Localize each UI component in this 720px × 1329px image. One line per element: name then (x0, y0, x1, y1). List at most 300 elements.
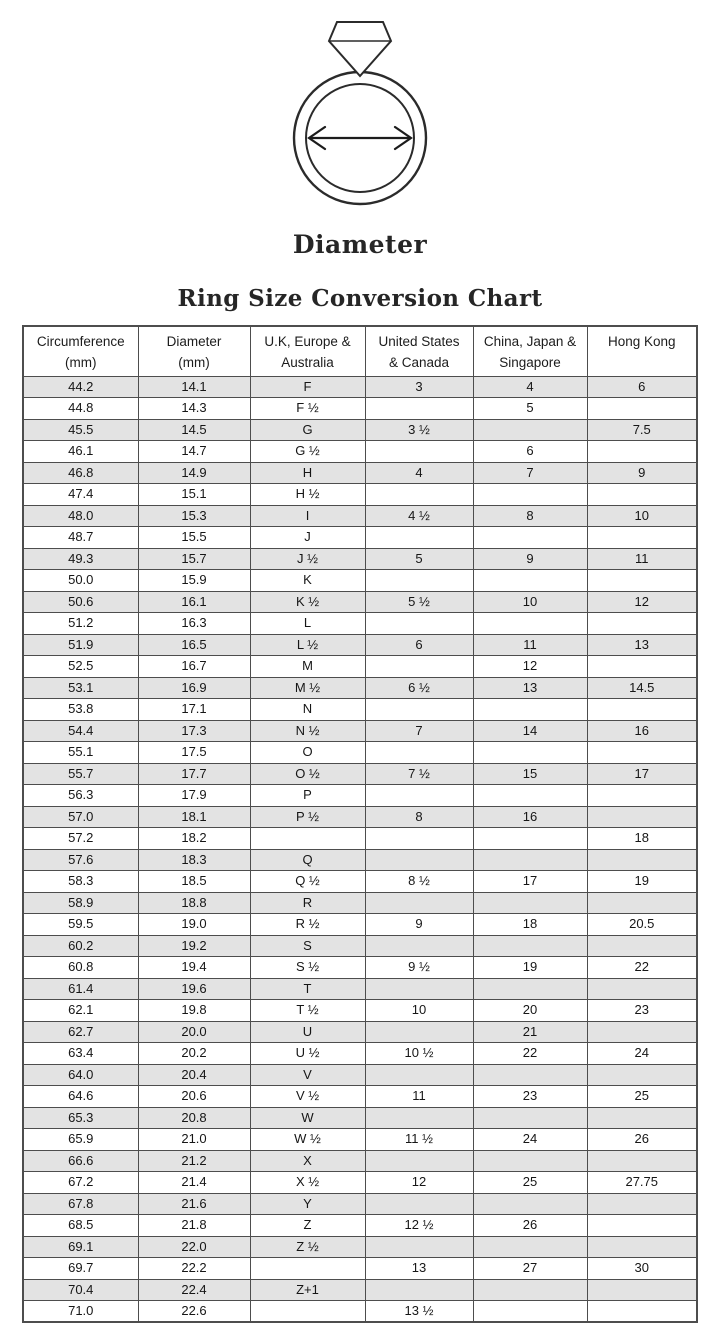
table-cell: U (250, 1021, 365, 1043)
table-cell: N (250, 699, 365, 721)
table-cell (250, 1301, 365, 1323)
table-cell (587, 978, 697, 1000)
table-cell: G ½ (250, 441, 365, 463)
table-cell: 20.2 (138, 1043, 250, 1065)
table-cell: 47.4 (23, 484, 138, 506)
table-cell (587, 1150, 697, 1172)
table-cell (473, 699, 587, 721)
table-row (23, 591, 697, 613)
table-cell: X (250, 1150, 365, 1172)
table-cell: 19 (473, 957, 587, 979)
diameter-label: Diameter (292, 230, 428, 259)
table-cell: H ½ (250, 484, 365, 506)
table-cell (473, 892, 587, 914)
table-cell (587, 742, 697, 764)
table-row (23, 527, 697, 549)
table-cell: T ½ (250, 1000, 365, 1022)
table-cell (587, 613, 697, 635)
table-header (23, 326, 697, 376)
table-cell: 16 (587, 720, 697, 742)
table-cell: 7 (365, 720, 473, 742)
table-cell: 52.5 (23, 656, 138, 678)
table-cell: 26 (473, 1215, 587, 1237)
table-row (23, 1021, 697, 1043)
table-row (23, 1086, 697, 1108)
table-cell (365, 1150, 473, 1172)
table-cell (473, 1150, 587, 1172)
table-cell: 16.5 (138, 634, 250, 656)
table-cell: 15.7 (138, 548, 250, 570)
table-cell: 55.1 (23, 742, 138, 764)
table-cell: 21.8 (138, 1215, 250, 1237)
table-cell (250, 1258, 365, 1280)
table-cell: 19.2 (138, 935, 250, 957)
table-row (23, 613, 697, 635)
table-cell (473, 419, 587, 441)
table-row (23, 462, 697, 484)
table-cell (473, 978, 587, 1000)
table-cell: 14.9 (138, 462, 250, 484)
table-cell (587, 656, 697, 678)
table-cell: 57.2 (23, 828, 138, 850)
table-cell: 10 ½ (365, 1043, 473, 1065)
table-cell: Z+1 (250, 1279, 365, 1301)
table-cell (365, 441, 473, 463)
column-header-uk-europe-australia: U.K, Europe & Australia (250, 326, 365, 376)
table-cell: 18.3 (138, 849, 250, 871)
table-cell: I (250, 505, 365, 527)
table-cell: 18 (587, 828, 697, 850)
table-cell: 48.7 (23, 527, 138, 549)
table-cell: O (250, 742, 365, 764)
table-cell (587, 1301, 697, 1323)
table-cell: K (250, 570, 365, 592)
table-cell: 8 (473, 505, 587, 527)
table-cell: 10 (365, 1000, 473, 1022)
table-row (23, 1150, 697, 1172)
table-cell (587, 570, 697, 592)
table-row (23, 1193, 697, 1215)
table-row (23, 957, 697, 979)
table-row (23, 1236, 697, 1258)
table-cell: 4 (473, 376, 587, 398)
table-cell: 27 (473, 1258, 587, 1280)
table-cell: 14.1 (138, 376, 250, 398)
table-cell: X ½ (250, 1172, 365, 1194)
table-cell: 53.1 (23, 677, 138, 699)
table-row (23, 570, 697, 592)
table-cell: 19.4 (138, 957, 250, 979)
table-cell (365, 613, 473, 635)
table-cell (365, 978, 473, 1000)
table-cell: 16 (473, 806, 587, 828)
table-cell: 59.5 (23, 914, 138, 936)
table-cell: 71.0 (23, 1301, 138, 1323)
table-cell: 17.5 (138, 742, 250, 764)
table-cell: 55.7 (23, 763, 138, 785)
diameter-arrow-icon (309, 127, 411, 149)
table-cell: 65.3 (23, 1107, 138, 1129)
table-cell: 21.6 (138, 1193, 250, 1215)
table-cell: 22 (473, 1043, 587, 1065)
table-cell: 16.7 (138, 656, 250, 678)
table-row (23, 677, 697, 699)
table-cell (587, 1107, 697, 1129)
table-cell (365, 699, 473, 721)
table-cell: 19.8 (138, 1000, 250, 1022)
table-cell: 58.9 (23, 892, 138, 914)
table-cell: H (250, 462, 365, 484)
table-row (23, 398, 697, 420)
table-cell (365, 1021, 473, 1043)
table-cell (587, 699, 697, 721)
table-cell: 18.1 (138, 806, 250, 828)
table-cell: 13 ½ (365, 1301, 473, 1323)
table-cell (587, 1064, 697, 1086)
table-cell: 12 (473, 656, 587, 678)
table-row (23, 1129, 697, 1151)
table-row (23, 1215, 697, 1237)
table-row (23, 828, 697, 850)
table-row (23, 376, 697, 398)
table-cell: 53.8 (23, 699, 138, 721)
table-row (23, 1258, 697, 1280)
table-cell: 25 (473, 1172, 587, 1194)
table-cell (587, 1215, 697, 1237)
column-header-china-japan-singapore: China, Japan & Singapore (473, 326, 587, 376)
table-cell: J (250, 527, 365, 549)
table-cell (365, 398, 473, 420)
table-cell: 24 (473, 1129, 587, 1151)
table-cell (587, 441, 697, 463)
table-cell: 50.0 (23, 570, 138, 592)
table-cell: 16.9 (138, 677, 250, 699)
table-cell: Q ½ (250, 871, 365, 893)
table-body (23, 376, 697, 1322)
table-row (23, 1043, 697, 1065)
table-cell: 17.9 (138, 785, 250, 807)
table-cell (473, 1193, 587, 1215)
table-cell: 69.7 (23, 1258, 138, 1280)
table-row (23, 1000, 697, 1022)
table-cell (365, 849, 473, 871)
table-cell: 63.4 (23, 1043, 138, 1065)
table-cell: 20 (473, 1000, 587, 1022)
table-cell (587, 849, 697, 871)
table-row (23, 1107, 697, 1129)
table-cell: 19.6 (138, 978, 250, 1000)
table-cell: V ½ (250, 1086, 365, 1108)
table-cell: 46.1 (23, 441, 138, 463)
table-cell: 17.1 (138, 699, 250, 721)
table-cell: 13 (473, 677, 587, 699)
table-cell (587, 1021, 697, 1043)
table-cell: 67.8 (23, 1193, 138, 1215)
table-cell: 30 (587, 1258, 697, 1280)
table-cell: 18 (473, 914, 587, 936)
table-cell (365, 656, 473, 678)
table-cell (473, 1064, 587, 1086)
table-cell (473, 570, 587, 592)
table-cell: 6 (365, 634, 473, 656)
table-cell: 62.7 (23, 1021, 138, 1043)
table-cell: 14.5 (138, 419, 250, 441)
table-cell: 5 (365, 548, 473, 570)
table-cell: 68.5 (23, 1215, 138, 1237)
table-cell: 19.0 (138, 914, 250, 936)
table-cell (365, 828, 473, 850)
table-cell (365, 527, 473, 549)
table-cell: P (250, 785, 365, 807)
table-cell: 12 ½ (365, 1215, 473, 1237)
table-cell: Z ½ (250, 1236, 365, 1258)
table-cell: J ½ (250, 548, 365, 570)
table-cell: 22 (587, 957, 697, 979)
table-row (23, 1064, 697, 1086)
table-cell: 22.4 (138, 1279, 250, 1301)
table-cell (365, 1064, 473, 1086)
table-cell: 5 ½ (365, 591, 473, 613)
table-cell: 12 (365, 1172, 473, 1194)
table-cell: 66.6 (23, 1150, 138, 1172)
table-cell: 15.3 (138, 505, 250, 527)
table-cell: 17 (473, 871, 587, 893)
table-cell (473, 1236, 587, 1258)
table-cell: 14.5 (587, 677, 697, 699)
table-cell (365, 892, 473, 914)
table-row (23, 656, 697, 678)
table-cell (473, 828, 587, 850)
table-cell: 64.0 (23, 1064, 138, 1086)
table-cell: 48.0 (23, 505, 138, 527)
table-cell (473, 1279, 587, 1301)
table-cell: 27.75 (587, 1172, 697, 1194)
table-cell: 11 (365, 1086, 473, 1108)
table-row (23, 806, 697, 828)
ring-diameter-diagram (0, 0, 720, 208)
table-cell: 22.2 (138, 1258, 250, 1280)
table-cell (587, 806, 697, 828)
table-cell: 61.4 (23, 978, 138, 1000)
ring-size-conversion-table (22, 325, 698, 1323)
ring-icon (284, 8, 436, 208)
table-cell (587, 1193, 697, 1215)
table-cell: 20.4 (138, 1064, 250, 1086)
table-cell: F (250, 376, 365, 398)
table-cell (365, 1193, 473, 1215)
table-cell: 9 (473, 548, 587, 570)
table-cell (365, 935, 473, 957)
table-cell (587, 1279, 697, 1301)
column-header-diameter: Diameter (mm) (138, 326, 250, 376)
table-cell: W (250, 1107, 365, 1129)
table-cell: O ½ (250, 763, 365, 785)
table-cell: 11 ½ (365, 1129, 473, 1151)
table-cell: R (250, 892, 365, 914)
table-cell: 50.6 (23, 591, 138, 613)
table-cell (473, 527, 587, 549)
table-cell: 51.2 (23, 613, 138, 635)
table-cell (587, 484, 697, 506)
table-cell: 21.2 (138, 1150, 250, 1172)
table-cell: 64.6 (23, 1086, 138, 1108)
table-cell (473, 785, 587, 807)
table-cell: 22.6 (138, 1301, 250, 1323)
table-cell (473, 613, 587, 635)
table-cell: 69.1 (23, 1236, 138, 1258)
table-row (23, 849, 697, 871)
table-cell (587, 398, 697, 420)
table-cell (365, 484, 473, 506)
table-cell (587, 527, 697, 549)
table-cell: 18.5 (138, 871, 250, 893)
table-cell: 17.3 (138, 720, 250, 742)
table-cell: 8 (365, 806, 473, 828)
table-cell (587, 785, 697, 807)
column-header-us-canada: United States & Canada (365, 326, 473, 376)
table-cell: 19 (587, 871, 697, 893)
table-cell: 65.9 (23, 1129, 138, 1151)
table-cell: 21 (473, 1021, 587, 1043)
table-cell: 6 (587, 376, 697, 398)
table-cell: 9 (587, 462, 697, 484)
table-row (23, 914, 697, 936)
table-cell: 20.0 (138, 1021, 250, 1043)
table-cell: 45.5 (23, 419, 138, 441)
table-cell: 26 (587, 1129, 697, 1151)
table-cell (473, 484, 587, 506)
table-row (23, 1301, 697, 1323)
table-row (23, 419, 697, 441)
table-cell: 23 (473, 1086, 587, 1108)
table-cell: 17 (587, 763, 697, 785)
table-cell: 57.6 (23, 849, 138, 871)
table-cell: 54.4 (23, 720, 138, 742)
table-cell: 14 (473, 720, 587, 742)
column-header-circumference: Circumference (mm) (23, 326, 138, 376)
table-row (23, 720, 697, 742)
table-cell: 14.3 (138, 398, 250, 420)
table-cell: 7.5 (587, 419, 697, 441)
table-cell (250, 828, 365, 850)
table-cell: 7 (473, 462, 587, 484)
table-row (23, 742, 697, 764)
table-cell: 13 (365, 1258, 473, 1280)
table-cell: S ½ (250, 957, 365, 979)
table-cell: 14.7 (138, 441, 250, 463)
table-cell: 67.2 (23, 1172, 138, 1194)
table-cell: 9 ½ (365, 957, 473, 979)
table-row (23, 441, 697, 463)
table-row (23, 763, 697, 785)
table-cell: 49.3 (23, 548, 138, 570)
table-cell: 20.5 (587, 914, 697, 936)
table-cell: 12 (587, 591, 697, 613)
table-cell: L ½ (250, 634, 365, 656)
table-row (23, 548, 697, 570)
table-cell (587, 1236, 697, 1258)
table-cell: Z (250, 1215, 365, 1237)
table-cell: 15.1 (138, 484, 250, 506)
table-cell: 22.0 (138, 1236, 250, 1258)
table-cell: Y (250, 1193, 365, 1215)
table-cell: 16.1 (138, 591, 250, 613)
table-row (23, 871, 697, 893)
table-cell: 20.8 (138, 1107, 250, 1129)
table-cell: W ½ (250, 1129, 365, 1151)
table-cell: 15.5 (138, 527, 250, 549)
table-cell: 58.3 (23, 871, 138, 893)
table-cell (365, 742, 473, 764)
table-cell: 6 (473, 441, 587, 463)
table-cell: 4 ½ (365, 505, 473, 527)
table-cell: 60.2 (23, 935, 138, 957)
table-cell: 16.3 (138, 613, 250, 635)
table-cell: 4 (365, 462, 473, 484)
table-row (23, 892, 697, 914)
table-cell: 60.8 (23, 957, 138, 979)
table-cell (473, 935, 587, 957)
table-cell: L (250, 613, 365, 635)
table-cell: 18.8 (138, 892, 250, 914)
table-row (23, 785, 697, 807)
table-cell: 56.3 (23, 785, 138, 807)
table-cell: 15.9 (138, 570, 250, 592)
table-cell: 15 (473, 763, 587, 785)
table-cell: 23 (587, 1000, 697, 1022)
table-cell: 24 (587, 1043, 697, 1065)
table-cell: K ½ (250, 591, 365, 613)
table-cell: 21.0 (138, 1129, 250, 1151)
table-row (23, 634, 697, 656)
table-cell: 11 (473, 634, 587, 656)
table-cell: 57.0 (23, 806, 138, 828)
table-row (23, 699, 697, 721)
table-cell: 8 ½ (365, 871, 473, 893)
table-cell: 9 (365, 914, 473, 936)
table-cell: Q (250, 849, 365, 871)
table-cell (365, 1279, 473, 1301)
table-cell: 11 (587, 548, 697, 570)
table-cell: 17.7 (138, 763, 250, 785)
table-cell (473, 742, 587, 764)
table-cell: 25 (587, 1086, 697, 1108)
table-cell (473, 1301, 587, 1323)
table-row (23, 484, 697, 506)
table-cell: U ½ (250, 1043, 365, 1065)
table-cell: R ½ (250, 914, 365, 936)
table-cell: 5 (473, 398, 587, 420)
page-title: Ring Size Conversion Chart (177, 285, 543, 312)
column-header-hong-kong: Hong Kong (587, 326, 697, 376)
table-cell (473, 849, 587, 871)
table-cell: P ½ (250, 806, 365, 828)
table-cell: M ½ (250, 677, 365, 699)
table-cell: 13 (587, 634, 697, 656)
table-cell: 10 (473, 591, 587, 613)
table-row (23, 978, 697, 1000)
table-cell: M (250, 656, 365, 678)
table-cell: V (250, 1064, 365, 1086)
table-cell: 7 ½ (365, 763, 473, 785)
table-cell: 6 ½ (365, 677, 473, 699)
table-cell: 46.8 (23, 462, 138, 484)
table-cell: 44.8 (23, 398, 138, 420)
table-cell: 21.4 (138, 1172, 250, 1194)
table-cell: G (250, 419, 365, 441)
table-cell: 51.9 (23, 634, 138, 656)
table-cell (473, 1107, 587, 1129)
